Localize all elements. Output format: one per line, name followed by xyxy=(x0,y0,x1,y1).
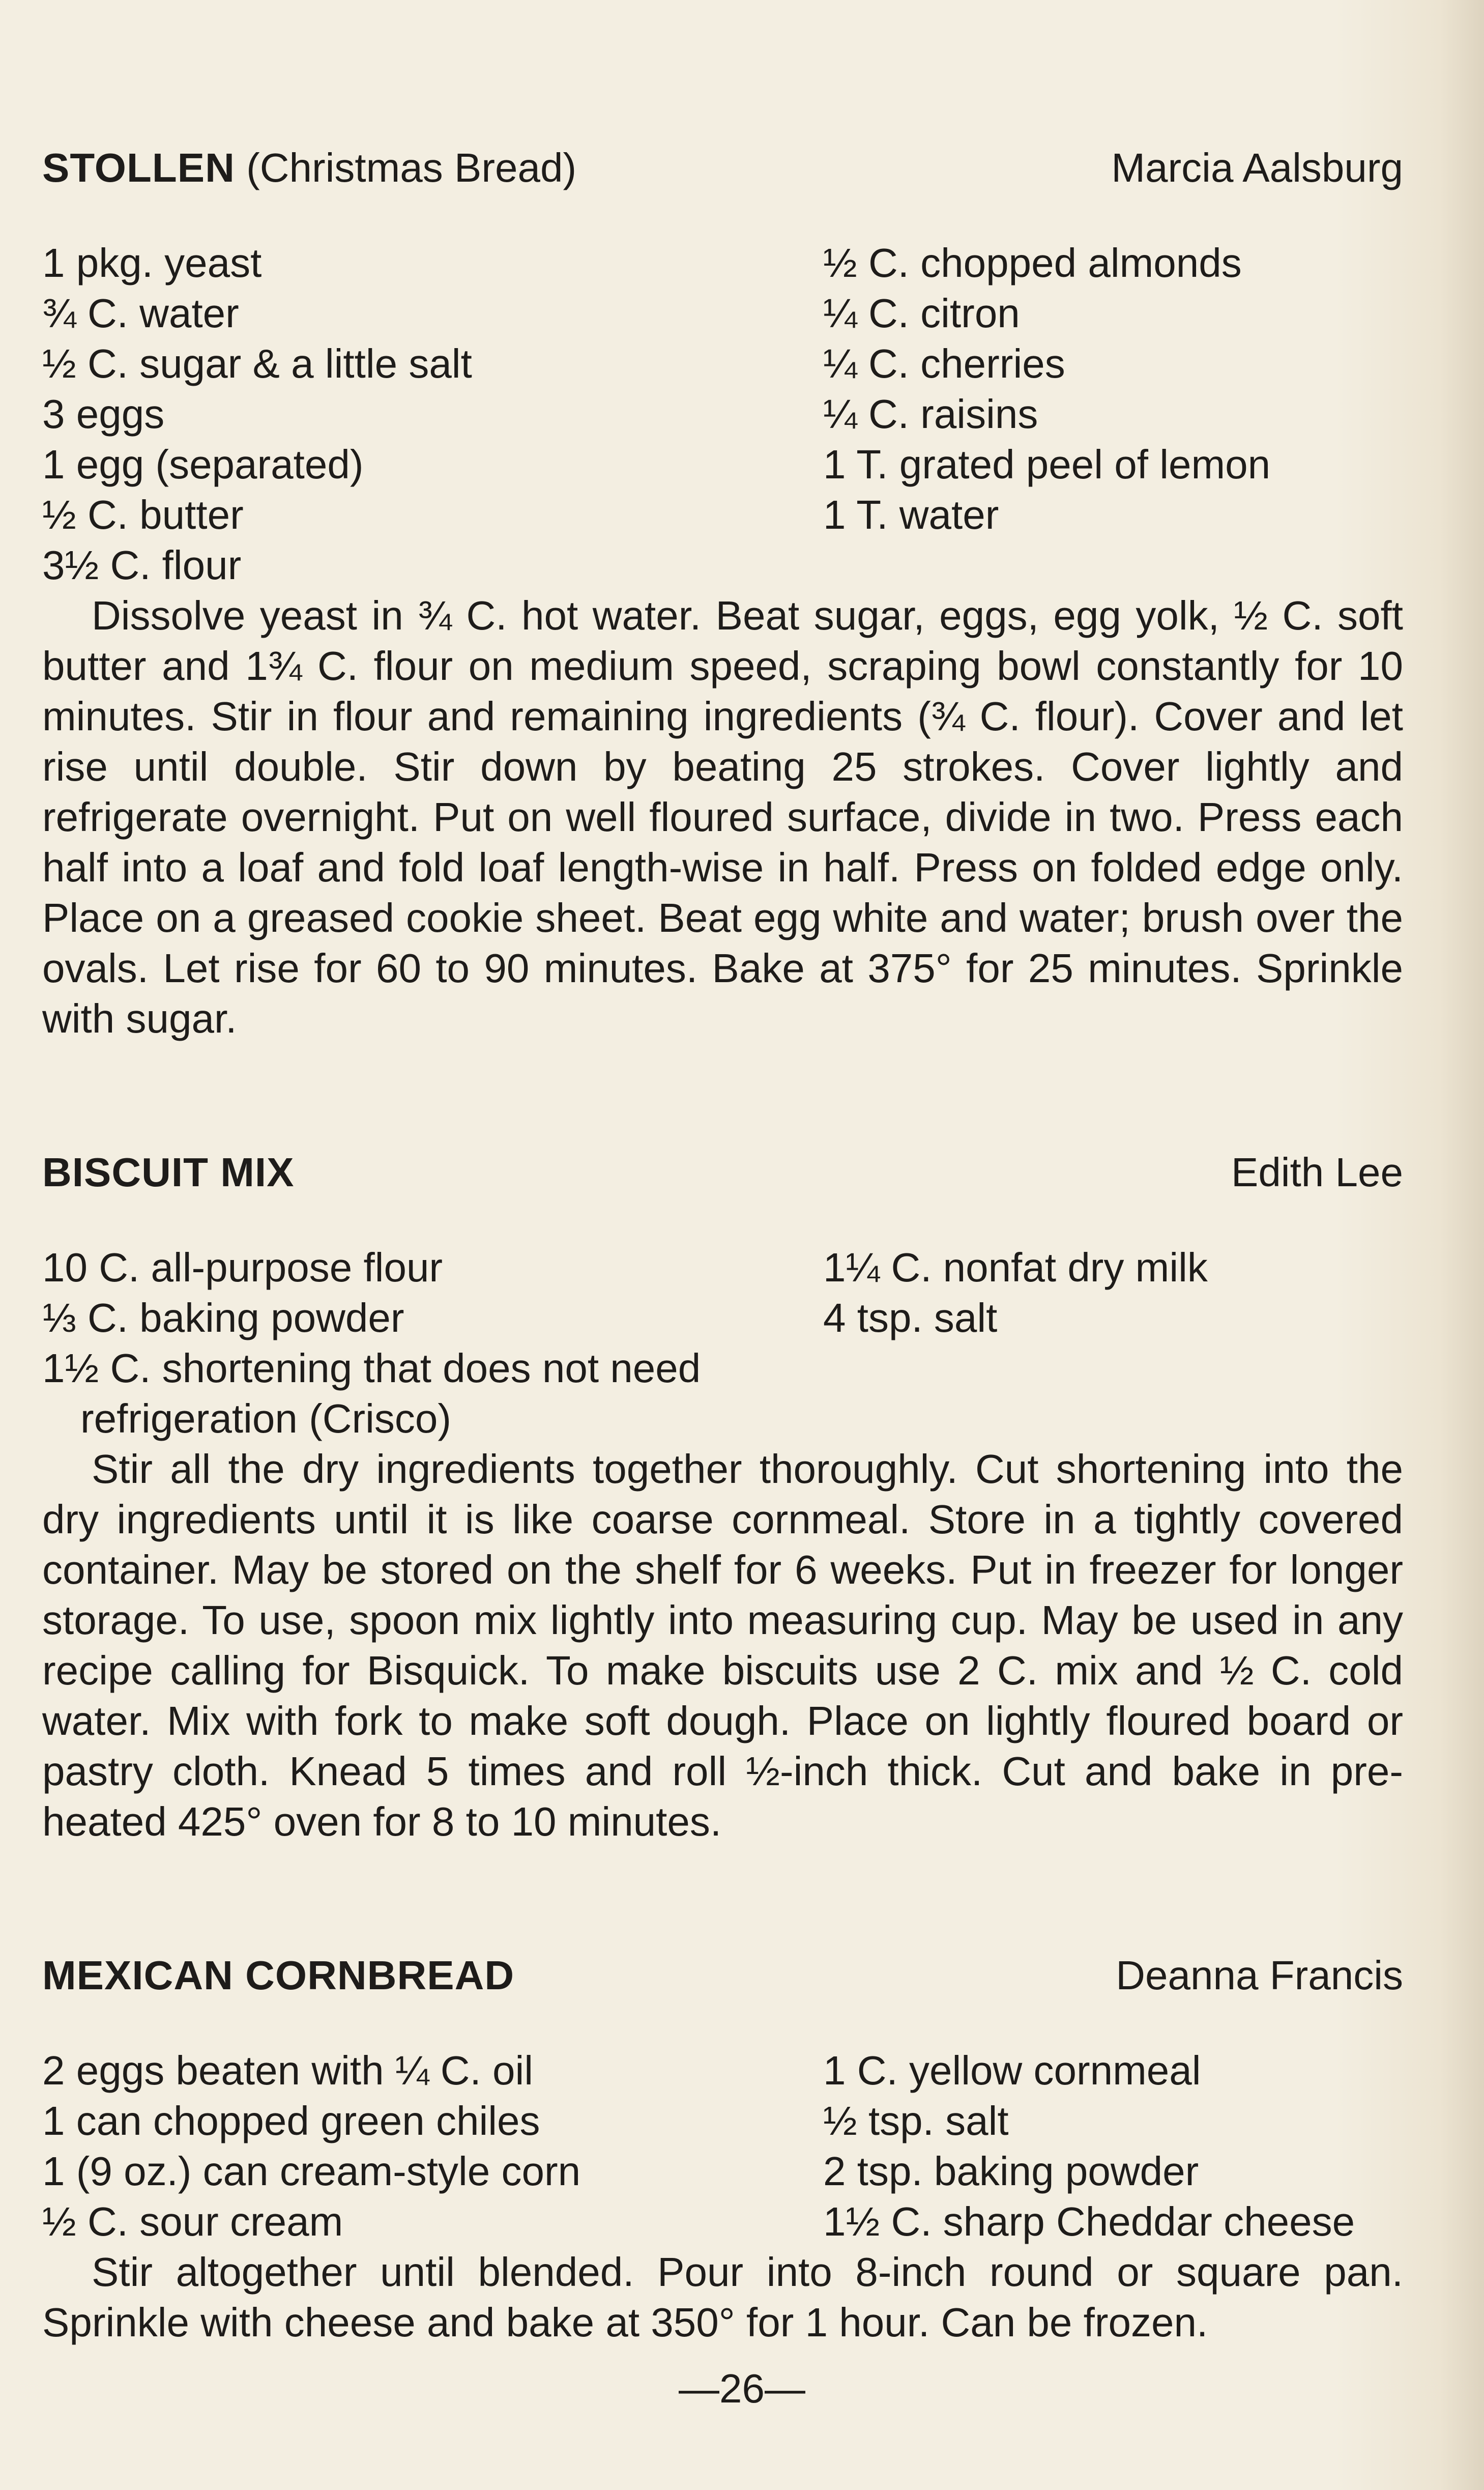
ingredient: ¼ C. raisins xyxy=(823,391,1038,437)
ingredient-list xyxy=(42,1242,1403,1444)
page-content xyxy=(42,142,1403,2348)
recipe-header xyxy=(42,1147,1403,1197)
recipe-stollen xyxy=(42,142,1403,1044)
ingredient: 1 C. yellow cornmeal xyxy=(823,2048,1201,2093)
ingredient: 10 C. all-purpose flour xyxy=(42,1245,443,1290)
recipe-author: Edith Lee xyxy=(1231,1150,1403,1195)
ingredient: 1 egg (separated) xyxy=(42,442,364,487)
ingredient-list xyxy=(42,2045,1403,2247)
ingredient: ½ tsp. salt xyxy=(823,2098,1009,2143)
ingredient-list xyxy=(42,238,1403,590)
ingredient-column-right xyxy=(823,238,1403,590)
ingredient: 1 can chopped green chiles xyxy=(42,2098,540,2143)
page-number: —26— xyxy=(679,2366,805,2411)
recipe-title-group xyxy=(42,142,576,193)
recipe-header xyxy=(42,1950,1403,2000)
recipe-directions: Dissolve yeast in ¾ C. hot water. Beat sugar, eggs, egg yolk, ½ C. soft butter and 1¾ C. flour on medium speed, scraping bowl constantly for 10 minutes. Stir in flour and remaining ingredients (¾ C. flour). Cover and let rise until double. Stir down by beating 25 strokes. Cover lightly and refrigerate overnight. Put on well floured surface, divide in two. Press each half into a loaf and fold loaf length-wise in half. Press on folded edge only. Place on a greased cookie sheet. Beat egg white and water; brush over the ovals. Let rise for 60 to 90 minutes. Bake at 375° for 25 minutes. Sprinkle with sugar. xyxy=(42,593,1403,1041)
ingredient: 4 tsp. salt xyxy=(823,1295,998,1340)
recipe-biscuit-mix xyxy=(42,1147,1403,1847)
ingredient: ½ C. butter xyxy=(42,492,244,537)
recipe-title: BISCUIT MIX xyxy=(42,1150,295,1195)
recipe-header xyxy=(42,142,1403,193)
ingredient: 3½ C. flour xyxy=(42,542,242,588)
ingredient-column-left xyxy=(42,238,823,590)
ingredient: 1 T. water xyxy=(823,492,999,537)
ingredient: 1¼ C. nonfat dry milk xyxy=(823,1245,1208,1290)
ingredient-column-right xyxy=(823,2045,1403,2247)
ingredient: ½ C. chopped almonds xyxy=(823,240,1242,285)
recipe-title: MEXICAN CORNBREAD xyxy=(42,1953,515,1998)
ingredient: 2 tsp. baking powder xyxy=(823,2149,1199,2194)
recipe-directions: Stir all the dry ingredients together thoroughly. Cut shortening into the dry ingredients until it is like coarse cornmeal. Store in a tightly covered container. May be stored on the shelf for 6 weeks. Put in freezer for longer storage. To use, spoon mix lightly into measuring cup. May be used in any recipe calling for Bisquick. To make biscuits use 2 C. mix and ½ C. cold water. Mix with fork to make soft dough. Place on lightly floured board or pastry cloth. Knead 5 times and roll ½-inch thick. Cut and bake in pre-heated 425° oven for 8 to 10 minutes. xyxy=(42,1446,1403,1844)
ingredient-column-left xyxy=(42,2045,823,2247)
recipe-mexican-cornbread xyxy=(42,1950,1403,2348)
recipe-author: Deanna Francis xyxy=(1116,1953,1403,1998)
ingredient: 3 eggs xyxy=(42,391,165,437)
recipe-title: STOLLEN xyxy=(42,145,235,190)
ingredient: ¼ C. cherries xyxy=(823,341,1065,386)
recipe-author: Marcia Aalsburg xyxy=(1111,145,1403,190)
ingredient: ¾ C. water xyxy=(42,291,239,336)
ingredient: 2 eggs beaten with ¼ C. oil xyxy=(42,2048,534,2093)
ingredient: 1 T. grated peel of lemon xyxy=(823,442,1271,487)
ingredient-column-left xyxy=(42,1242,823,1444)
recipe-subtitle: (Christmas Bread) xyxy=(246,145,577,190)
ingredient-column-right xyxy=(823,1242,1403,1444)
ingredient: 1 pkg. yeast xyxy=(42,240,262,285)
ingredient: 1½ C. shortening that does not need refrigeration (Crisco) xyxy=(42,1346,701,1441)
ingredient: 1½ C. sharp Cheddar cheese xyxy=(823,2199,1355,2244)
ingredient: 1 (9 oz.) can cream-style corn xyxy=(42,2149,581,2194)
ingredient: ½ C. sugar & a little salt xyxy=(42,341,472,386)
ingredient: ⅓ C. baking powder xyxy=(42,1295,404,1340)
ingredient: ¼ C. citron xyxy=(823,291,1020,336)
ingredient: ½ C. sour cream xyxy=(42,2199,343,2244)
recipe-directions: Stir altogether until blended. Pour into 8-inch round or square pan. Sprinkle with cheese and bake at 350° for 1 hour. Can be frozen. xyxy=(42,2249,1403,2345)
